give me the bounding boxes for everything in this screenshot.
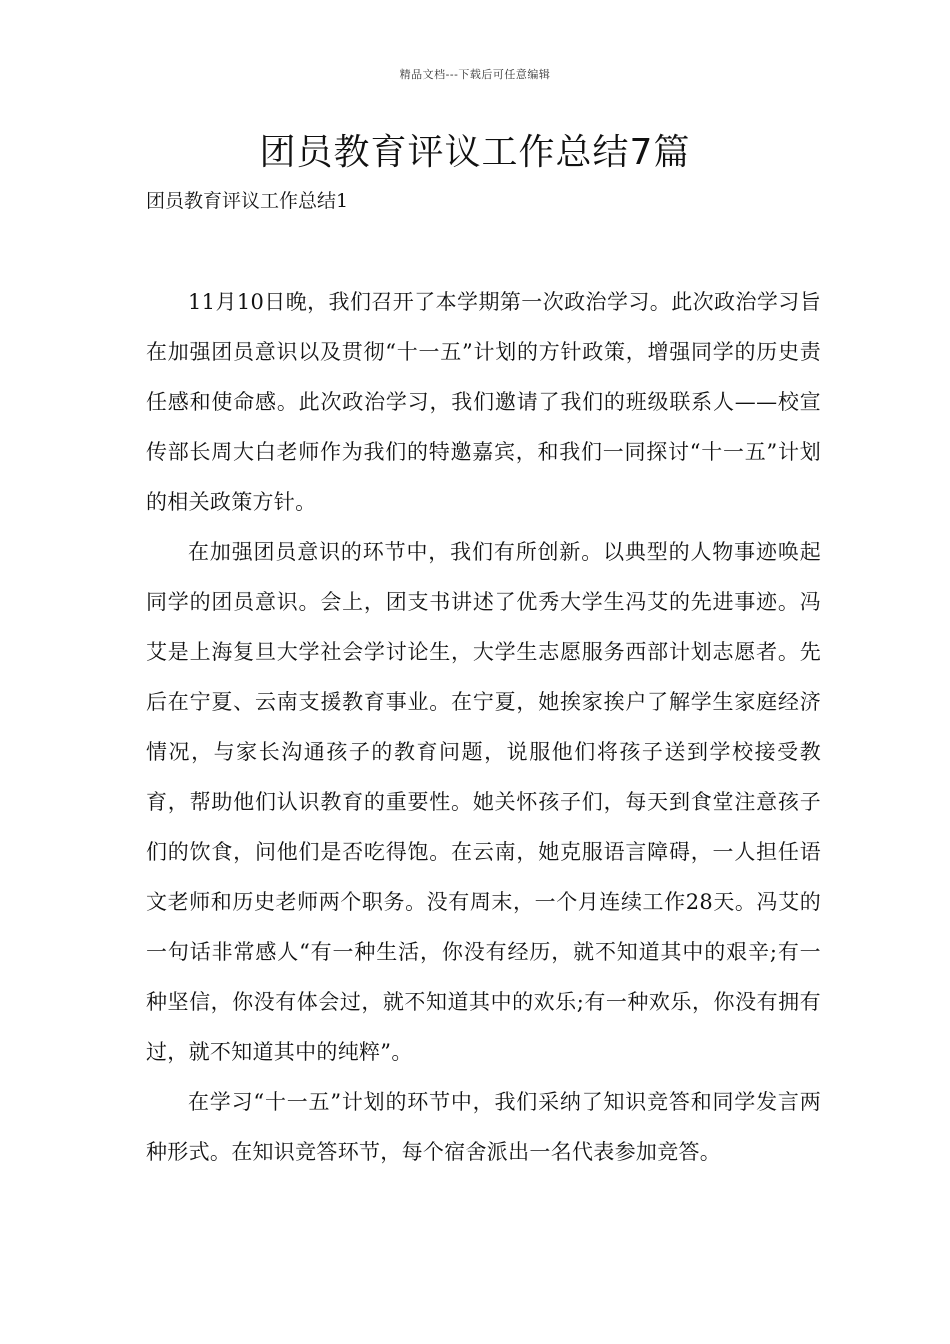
paragraph-2: 在加强团员意识的环节中，我们有所创新。以典型的人物事迹唤起同学的团员意识。会上，团支书讲述了优秀大学生冯艾的先进事迹。冯艾是上海复旦大学社会学讨论生，大学生志愿服务西部计划志愿者。先后在宁夏、云南支援教育事业。在宁夏，她挨家挨户了解学生家庭经济情况，与家长沟通孩子的教育问题，说服他们将孩子送到学校接受教育，帮助他们认识教育的重要性。她关怀孩子们，每天到食堂注意孩子们的饮食，问他们是否吃得饱。在云南，她克服语言障碍，一人担任语文老师和历史老师两个职务。没有周末，一个月连续工作28天。冯艾的一句话非常感人“有一种生活，你没有经历，就不知道其中的艰辛;有一种坚信，你没有体会过，就不知道其中的欢乐;有一种欢乐，你没有拥有过，就不知道其中的纯粹”。 [146,540,821,1064]
document-title: 团员教育评议工作总结7篇 [259,132,691,173]
paragraph-3: 在学习“十一五”计划的环节中，我们采纳了知识竞答和同学发言两种形式。在知识竞答环节，每个宿舍派出一名代表参加竞答。 [146,1090,821,1164]
header-note: 精品文档---下载后可任意编辑 [399,68,551,81]
section-heading: 团员教育评议工作总结1 [146,190,349,212]
document-body [146,277,821,1177]
paragraph-1: 11月10日晚，我们召开了本学期第一次政治学习。此次政治学习旨在加强团员意识以及贯彻“十一五”计划的方针政策，增强同学的历史责任感和使命感。此次政治学习，我们邀请了我们的班级联系人——校宣传部长周大白老师作为我们的特邀嘉宾，和我们一同探讨“十一五”计划的相关政策方针。 [146,290,821,514]
